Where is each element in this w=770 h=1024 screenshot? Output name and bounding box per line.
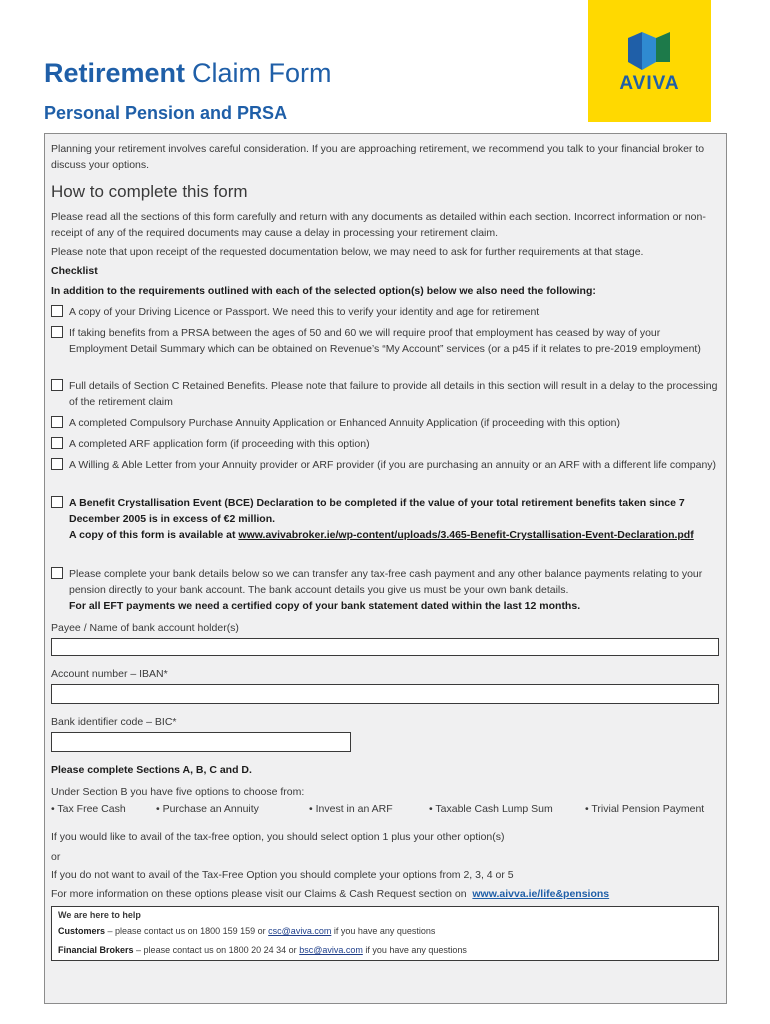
checkbox[interactable] (51, 458, 63, 470)
title-strong: Retirement (44, 58, 186, 88)
bank-text: Please complete your bank details below so we can transfer any tax-free cash payment and any other balance payments relating to your pension directly to your bank account. The bank account details you give us must be your own bank details. (69, 568, 703, 596)
help-title: We are here to help (58, 910, 141, 920)
brokers-suffix: if you have any questions (365, 945, 467, 955)
option-tax-free-cash: • Tax Free Cash (51, 803, 126, 815)
customers-label: Customers (58, 926, 106, 936)
bce-text: A Benefit Crystallisation Event (BCE) Declaration to be completed if the value of your total retirement benefits taken since 7 December 2005 is in excess of €2 million. (69, 497, 685, 525)
checklist-item-bank (51, 566, 719, 614)
checklist-item-label: A copy of your Driving Licence or Passport. We need this to verify your identity and age for retirement (69, 306, 540, 318)
customers-text: – please contact us on 1800 159 159 or (107, 926, 266, 936)
option-invest-arf: • Invest in an ARF (309, 803, 393, 815)
how-to-heading: How to complete this form (51, 182, 248, 201)
checklist-item (51, 325, 719, 357)
bsc-email-link[interactable]: bsc@aviva.com (299, 945, 363, 955)
checklist-item-label: A completed ARF application form (if proceeding with this option) (69, 438, 370, 450)
checkbox[interactable] (51, 496, 63, 508)
aviva-logo (588, 0, 711, 122)
checklist-item-bce (51, 495, 719, 543)
checklist-item-label: A completed Compulsory Purchase Annuity Application or Enhanced Annuity Application (if proceeding with this option) (69, 417, 620, 429)
checkbox[interactable] (51, 567, 63, 579)
option-taxable-cash-lump-sum: • Taxable Cash Lump Sum (429, 803, 553, 815)
page-subtitle: Personal Pension and PRSA (44, 103, 288, 123)
life-pensions-link[interactable]: www.aivva.ie/life&pensions (472, 888, 610, 900)
checkbox[interactable] (51, 305, 63, 317)
checklist-item-label: If taking benefits from a PRSA between the ages of 50 and 60 we will require proof that employment has ceased by way of your Employment Detail Summary which can be obtained on Revenue’s “My Account” services (or a p45 if it relates to pre-2019 employment) (69, 327, 701, 355)
payee-name-field[interactable] (51, 638, 719, 656)
taxfree-note: If you would like to avail of the tax-free option, you should select option 1 plus your other option(s) (51, 831, 505, 843)
bce-form-link[interactable]: www.avivabroker.ie/wp-content/uploads/3.465-Benefit-Crystallisation-Event-Declaration.pdf (238, 529, 694, 541)
checkbox[interactable] (51, 379, 63, 391)
aviva-flag-icon (628, 32, 670, 70)
bic-label: Bank identifier code – BIC* (51, 716, 177, 728)
no-taxfree-note: If you do not want to avail of the Tax-Free Option you should complete your options from 2, 3, 4 or 5 (51, 869, 514, 881)
checklist-item (51, 415, 719, 431)
iban-field[interactable] (51, 684, 719, 704)
page-title (44, 58, 332, 89)
iban-label: Account number – IBAN* (51, 668, 168, 680)
bce-copy-prefix: A copy of this form is available at (69, 529, 236, 541)
checklist-item (51, 457, 719, 473)
bce-block (69, 495, 719, 543)
how-to-para-1: Please read all the sections of this form carefully and return with any documents as detailed within each section. Incorrect information or non-receipt of any of the required documents may cause a delay in processing your retirement claim. (51, 211, 706, 239)
checklist-item (51, 436, 719, 452)
option-trivial-pension-payment: • Trivial Pension Payment (585, 803, 705, 815)
checklist-title: Checklist (51, 265, 98, 277)
checkbox[interactable] (51, 437, 63, 449)
help-box (51, 906, 719, 961)
option-purchase-annuity: • Purchase an Annuity (156, 803, 259, 815)
brokers-label: Financial Brokers (58, 945, 134, 955)
checklist-item (51, 304, 719, 320)
help-customers (58, 926, 435, 936)
checklist-item-label: A Willing & Able Letter from your Annuity provider or ARF provider (if you are purchasing an annuity or an ARF with a different life company) (69, 459, 717, 471)
options-intro: Under Section B you have five options to choose from: (51, 786, 305, 798)
checklist-item (51, 378, 719, 410)
more-info (51, 886, 719, 902)
more-info-text: For more information on these options please visit our Claims & Cash Request section on (51, 888, 467, 900)
logo-text: AVIVA (619, 73, 680, 94)
checkbox[interactable] (51, 416, 63, 428)
bank-block (69, 566, 719, 614)
bank-bold-note: For all EFT payments we need a certified copy of your bank statement dated within the last 12 months. (69, 600, 581, 612)
checkbox[interactable] (51, 326, 63, 338)
title-light: Claim Form (192, 58, 332, 88)
checklist-item-label: Full details of Section C Retained Benefits. Please note that failure to provide all details in this section will result in a delay to the processing of the retirement claim (69, 380, 718, 408)
checklist-intro: In addition to the requirements outlined with each of the selected option(s) below we also need the following: (51, 285, 596, 297)
customers-suffix: if you have any questions (333, 926, 436, 936)
how-to-para-2: Please note that upon receipt of the requested documentation below, we may need to ask for further requirements at that stage. (51, 246, 644, 258)
payee-label: Payee / Name of bank account holder(s) (51, 622, 239, 634)
csc-email-link[interactable]: csc@aviva.com (268, 926, 332, 936)
brokers-text: – please contact us on 1800 20 24 34 or (136, 945, 297, 955)
help-brokers (58, 945, 467, 955)
intro-text: Planning your retirement involves careful consideration. If you are approaching retirement, we recommend you talk to your financial broker to discuss your options. (51, 143, 705, 171)
bic-field[interactable] (51, 732, 351, 752)
or-text: or (51, 851, 61, 863)
sections-complete-note: Please complete Sections A, B, C and D. (51, 764, 252, 776)
